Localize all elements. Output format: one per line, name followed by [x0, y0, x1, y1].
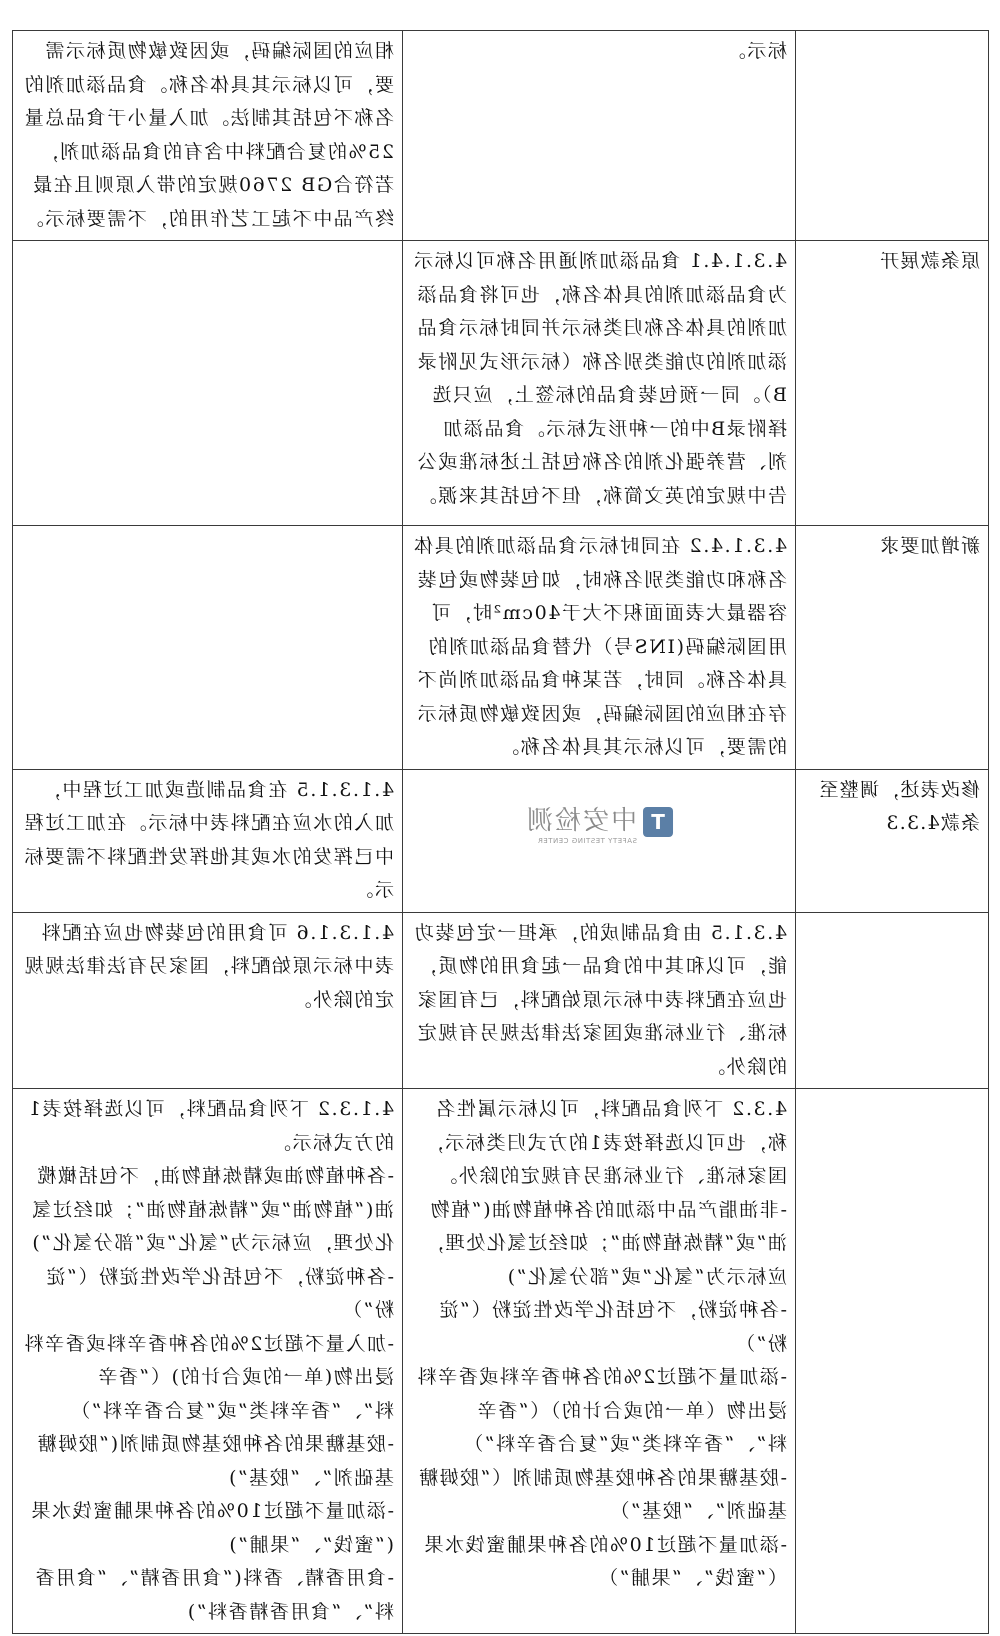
table-row: [13, 31, 989, 241]
cell-change-note: [796, 31, 989, 241]
cell-old-clause: 4.1.3.2 下列食品配料，可以选择按表1的方式标示。 -各种植物油或精炼植物油，不包括橄榄油(“植物油”或“精炼植物油”；如经过氢化处理，应标示为“氢化”或“部分氢化”) -各种淀粉，不包括化学改性淀粉（“淀粉”） -加入量不超过2%的各种香辛料或香辛料浸出物(单一的或合计的)（“香辛料”、“香辛料类”或“复合香辛料”） -胶基糖果的各种胶基物质制剂(“胶姆糖基础剂”、“胶基”) -添加量不超过10%的各种果脯蜜饯水果(“蜜饯”、“果脯”) -食用香精、香料(“食用香精”、“食用香料”、“食用香精香料”): [13, 1089, 403, 1634]
table-row: [13, 769, 989, 912]
cell-old-clause: [13, 526, 403, 770]
cell-change-note: 新增加要求: [796, 526, 989, 770]
cell-old-clause: [13, 241, 403, 526]
table-row: [13, 1089, 989, 1634]
table-row: [13, 526, 989, 770]
cell-old-clause: 相应的国际编码，或因致敏物质标示需要，可以标示其具体名称。食品添加剂的名称不包括其制法。加入量小于食品总量25%的复合配料中含有的食品添加剂，若符合GB 2760规定的带入原则且在最终产品中不起工艺作用的，不需要标示。: [13, 31, 403, 241]
cell-change-note: [796, 912, 989, 1089]
cell-new-clause: 4.3.2 下列食品配料，可以标示属性名称，也可以选择按表1的方式归类标示，国家标准、行业标准另有规定的除外。 -非油脂产品中添加的各种植物油(“植物油”或“精炼植物油”；如经过氢化处理，应标示为“氢化”或“部分氢化”) -各种淀粉，不包括化学改性淀粉（“淀粉”） -添加量不超过2%的各种香辛料或香辛料浸出物（单一的或合计的）（“香辛料”、“香辛料类”或“复合香辛料”） -胶基糖果的各种胶基物质制剂（“胶姆糖基础剂”、“胶基”） -添加量不超过10%的各种果脯蜜饯水果（“蜜饯”、“果脯”）: [403, 1089, 796, 1634]
cell-new-clause: 标示。: [403, 31, 796, 241]
cell-new-clause: [403, 769, 796, 912]
cell-change-note: 原条款展开: [796, 241, 989, 526]
watermark-logo-icon: T: [643, 807, 673, 837]
watermark-title: 中安检测: [524, 805, 637, 836]
cell-old-clause: 4.1.3.1.5 在食品制造或加工过程中，加入的水应在配料表中标示。在加工过程中已挥发的水或其他挥发性配料不需要标示。: [13, 769, 403, 912]
table-row: [13, 912, 989, 1089]
cell-new-clause: 4.3.1.4.1 食品添加剂通用名称可以标示为食品添加剂的具体名称，也可将食品添加剂的具体名称归类标示并同时标示食品添加剂的功能类别名称（标示形式见附录B）。同一预包装食品的标签上，应只选择附录B中的一种形式标示。食品添加剂、营养强化剂的名称包括上述标准或公告中规定的英文简称，但不包括其来源。: [403, 241, 796, 526]
cell-change-note: 修改表述，调整至条款4.3.3: [796, 769, 989, 912]
table-row: [13, 241, 989, 526]
cell-new-clause: 4.3.1.5 由食品制成的，承担一定包装功能，可以和其中的食品一起食用的物质，也应在配料表中标示原始配料，已有国家标准、行业标准或国家法律法规另有规定的除外。: [403, 912, 796, 1089]
comparison-table: [12, 30, 989, 1634]
watermark-subtitle: SAFETY TESTING CENTER: [537, 836, 637, 845]
cell-old-clause: 4.1.3.1.6 可食用的包装物也应在配料表中标示原始配料，国家另有法律法规规定的除外。: [13, 912, 403, 1089]
watermark: [411, 774, 787, 845]
cell-new-clause: 4.3.1.4.2 在同时标示食品添加剂的具体名称和功能类别名称时，如包装物或包装容器最大表面面积不大于40cm²时，可用国际编码(INS号）代替食品添加剂的具体名称。同时，若某种食品添加剂尚不存在相应的国际编码，或因致敏物质标示的需要，可以标示其具体名称。: [403, 526, 796, 770]
cell-change-note: [796, 1089, 989, 1634]
